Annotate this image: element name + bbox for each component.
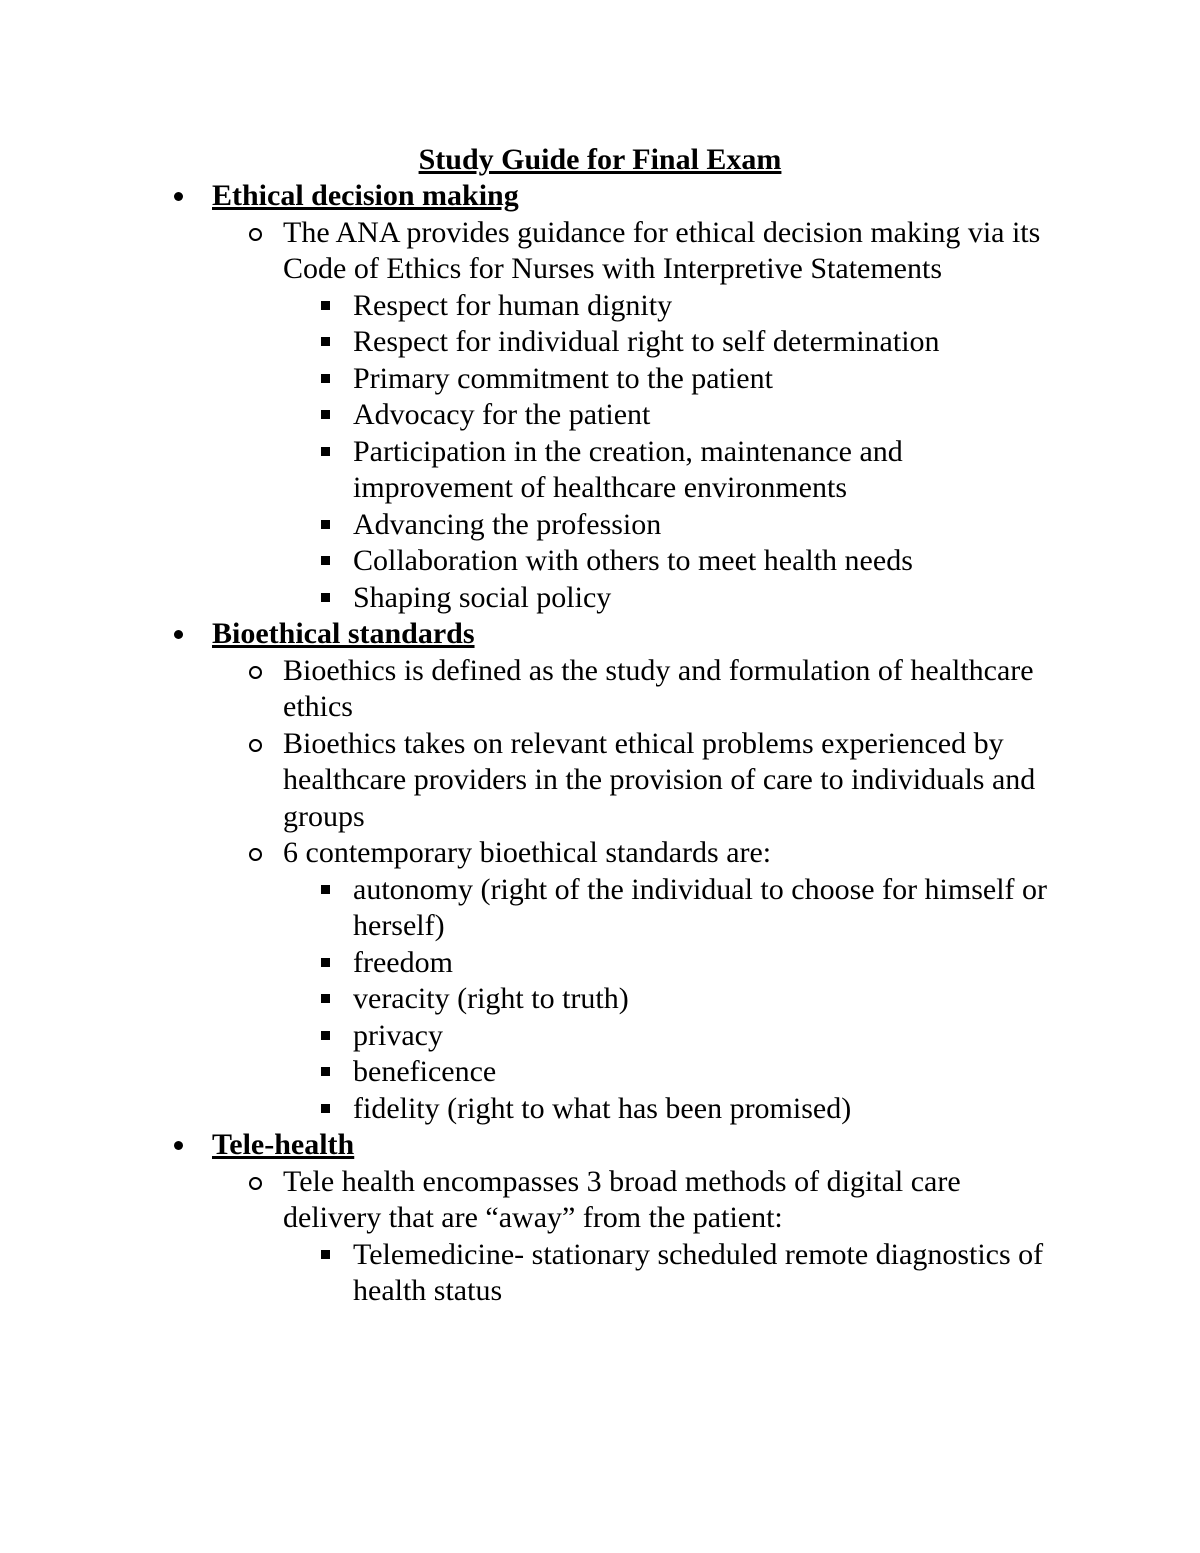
point-item bbox=[0, 1164, 1200, 1310]
subpoint-item bbox=[0, 507, 1200, 544]
hollow-circle-bullet-icon bbox=[249, 228, 262, 241]
subpoint-text: veracity (right to truth) bbox=[353, 982, 629, 1015]
square-bullet-icon bbox=[321, 958, 330, 967]
subpoint-item bbox=[0, 1018, 1200, 1055]
point-text: The ANA provides guidance for ethical decision making via its Code of Ethics for Nurses with Interpretive Statements bbox=[283, 215, 1041, 285]
hollow-circle-bullet-icon bbox=[249, 666, 262, 679]
point-item bbox=[0, 835, 1200, 1127]
subpoint-text: Respect for individual right to self determination bbox=[353, 325, 940, 358]
square-bullet-icon bbox=[321, 994, 330, 1003]
section-heading: Ethical decision making bbox=[212, 179, 519, 212]
subpoint-item bbox=[0, 945, 1200, 982]
point-item bbox=[0, 726, 1200, 836]
subpoint-text: Shaping social policy bbox=[353, 580, 612, 614]
subpoint-text: freedom bbox=[353, 945, 453, 979]
filled-circle-bullet-icon bbox=[174, 192, 183, 201]
section-list bbox=[0, 178, 1200, 1310]
hollow-circle-bullet-icon bbox=[249, 848, 262, 861]
subpoint-text: Primary commitment to the patient bbox=[353, 361, 773, 395]
section-bioethical-standards bbox=[0, 616, 1200, 1127]
section-heading: Bioethical standards bbox=[212, 617, 475, 650]
subpoint-text: Advancing the profession bbox=[353, 507, 662, 541]
subpoint-text: Participation in the creation, maintenance and improvement of healthcare environments bbox=[353, 434, 903, 504]
document-title: Study Guide for Final Exam bbox=[418, 143, 782, 176]
subpoint-item bbox=[0, 434, 1200, 507]
subpoint-item bbox=[0, 981, 1200, 1018]
point-text: Bioethics is defined as the study and formulation of healthcare ethics bbox=[283, 653, 1034, 723]
subpoint-item bbox=[0, 580, 1200, 617]
subpoint-item bbox=[0, 1091, 1200, 1128]
subpoint-text: Collaboration with others to meet health needs bbox=[353, 544, 913, 577]
point-item bbox=[0, 215, 1200, 617]
point-list bbox=[0, 1164, 1200, 1310]
square-bullet-icon bbox=[321, 556, 330, 565]
square-bullet-icon bbox=[321, 374, 330, 383]
filled-circle-bullet-icon bbox=[174, 1141, 183, 1150]
subpoint-item bbox=[0, 872, 1200, 945]
section-ethical-decision-making bbox=[0, 178, 1200, 616]
subpoint-list bbox=[0, 288, 1200, 617]
filled-circle-bullet-icon bbox=[174, 630, 183, 639]
square-bullet-icon bbox=[321, 885, 330, 894]
section-tele-health bbox=[0, 1127, 1200, 1310]
square-bullet-icon bbox=[321, 1250, 330, 1259]
subpoint-item bbox=[0, 1054, 1200, 1091]
subpoint-item bbox=[0, 361, 1200, 398]
subpoint-text: privacy bbox=[353, 1018, 443, 1052]
hollow-circle-bullet-icon bbox=[249, 739, 262, 752]
subpoint-item bbox=[0, 543, 1200, 580]
subpoint-text: Advocacy for the patient bbox=[353, 398, 651, 431]
point-item bbox=[0, 653, 1200, 726]
square-bullet-icon bbox=[321, 410, 330, 419]
subpoint-list bbox=[0, 1237, 1200, 1310]
point-text: 6 contemporary bioethical standards are: bbox=[283, 836, 772, 869]
subpoint-item bbox=[0, 1237, 1200, 1310]
subpoint-text: beneficence bbox=[353, 1055, 497, 1088]
subpoint-item bbox=[0, 397, 1200, 434]
square-bullet-icon bbox=[321, 520, 330, 529]
outline bbox=[0, 178, 1200, 1310]
point-list bbox=[0, 215, 1200, 617]
square-bullet-icon bbox=[321, 301, 330, 310]
hollow-circle-bullet-icon bbox=[249, 1177, 262, 1190]
subpoint-text: autonomy (right of the individual to choose for himself or herself) bbox=[353, 872, 1048, 942]
square-bullet-icon bbox=[321, 1031, 330, 1040]
point-text: Bioethics takes on relevant ethical problems experienced by healthcare providers in the provision of care to individuals and groups bbox=[283, 726, 1036, 833]
section-heading: Tele-health bbox=[212, 1128, 355, 1161]
square-bullet-icon bbox=[321, 1067, 330, 1076]
square-bullet-icon bbox=[321, 337, 330, 346]
subpoint-text: fidelity (right to what has been promised) bbox=[353, 1091, 852, 1125]
point-text: Tele health encompasses 3 broad methods of digital care delivery that are “away” from the patient: bbox=[283, 1164, 961, 1234]
subpoint-text: Telemedicine- stationary scheduled remote diagnostics of health status bbox=[353, 1237, 1044, 1307]
subpoint-text: Respect for human dignity bbox=[353, 288, 673, 322]
square-bullet-icon bbox=[321, 1104, 330, 1113]
subpoint-item bbox=[0, 324, 1200, 361]
subpoint-item bbox=[0, 288, 1200, 325]
subpoint-list bbox=[0, 872, 1200, 1128]
square-bullet-icon bbox=[321, 593, 330, 602]
square-bullet-icon bbox=[321, 447, 330, 456]
point-list bbox=[0, 653, 1200, 1128]
